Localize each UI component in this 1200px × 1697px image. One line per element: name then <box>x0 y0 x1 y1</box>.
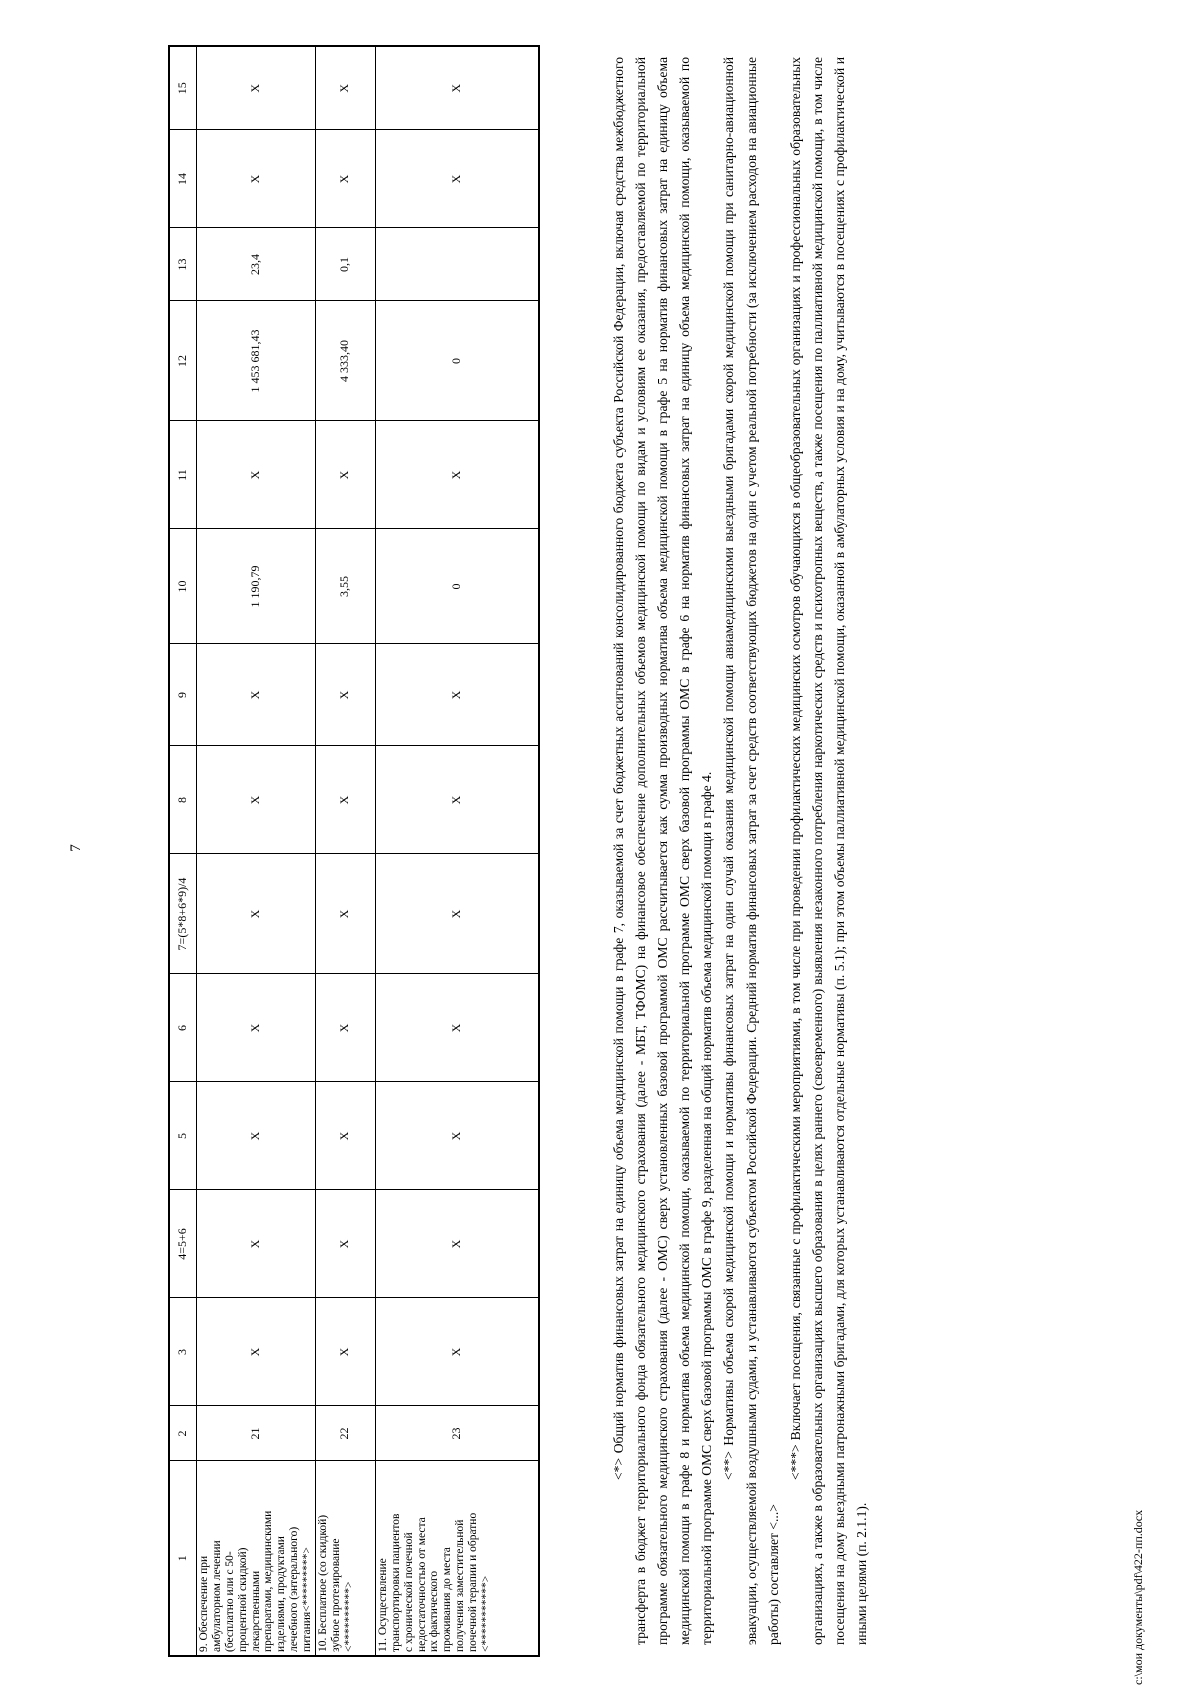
name-line: 10. Бесплатное (со скидкой) <box>316 1514 329 1652</box>
name-line: их фактического <box>428 1570 441 1652</box>
table-cell: 0 <box>375 529 539 644</box>
header-cell: 9 <box>169 644 197 746</box>
header-cell: 14 <box>169 130 197 228</box>
table-cell: 0 <box>375 301 539 421</box>
table-cell: 1 190,79 <box>197 529 316 644</box>
data-table <box>168 45 540 1657</box>
table-cell: X <box>375 421 539 529</box>
footnote-2: <**> Нормативы объема скорой медицинской помощи и нормативы финансовых затрат на один случай оказания медицинской помощи авиамедицинскими выездными бригадами скорой медицинской помощи при санитарно-авиационной эвакуации, осуществляемой воздушными судами, и устанавливаются субъектом Российской Федерации. Средний норматив финансовых затрат за счет средств соответствующих бюджетов на один с учетом реальной потребности (за исключением расходов на авиационные работы) составляет <...> <box>721 57 781 1645</box>
row-name-cell <box>315 1461 375 1656</box>
name-line: препаратами, медицинскими <box>262 1510 275 1652</box>
name-line: транспортировки пациентов <box>389 1513 402 1652</box>
header-cell: 6 <box>169 974 197 1082</box>
table-cell: X <box>375 644 539 746</box>
table-cell: X <box>315 644 375 746</box>
table-cell: X <box>315 1082 375 1190</box>
name-line: процентной скидкой) <box>236 1547 249 1652</box>
name-line: с хронической почечной <box>402 1532 415 1652</box>
table-cell: X <box>375 974 539 1082</box>
name-line: питания<*********> <box>301 1547 313 1652</box>
table-cell: 1 453 681,43 <box>197 301 316 421</box>
header-cell: 3 <box>169 1298 197 1406</box>
table-cell <box>375 228 539 301</box>
table-cell: X <box>375 1082 539 1190</box>
name-line: (бесплатно или с 50- <box>223 1551 236 1652</box>
table-row <box>315 46 375 1656</box>
table-cell: X <box>315 974 375 1082</box>
rotated-content <box>168 45 1038 1657</box>
name-line: <***********> <box>479 1575 492 1652</box>
table-row <box>375 46 539 1656</box>
table-cell: X <box>197 1082 316 1190</box>
table-header-row <box>169 46 197 1656</box>
row-name-cell <box>197 1461 316 1656</box>
name-line: зубное протезирование <box>329 1538 342 1652</box>
table-cell: 22 <box>315 1406 375 1461</box>
table-cell: X <box>375 46 539 130</box>
header-cell: 8 <box>169 746 197 854</box>
header-cell: 7=(5*8+6*9)/4 <box>169 854 197 974</box>
table-cell: X <box>375 1190 539 1298</box>
footnotes <box>608 57 873 1645</box>
table-cell: X <box>375 854 539 974</box>
file-path-footer: c:\мои документы\pdf\422-пп.docx <box>1131 1509 1145 1685</box>
table-cell: X <box>197 130 316 228</box>
footnote-3: <***> Включает посещения, связанные с профилактическими мероприятиями, в том числе при проведении профилактических медицинских осмотров обучающихся в общеобразовательных организациях и профессиональных образовательных организациях, а также в образовательных организациях высшего образования в целях раннего (своевременного) выявления незаконного потребления наркотических средств и психотропных веществ, а также посещения по паллиативной медицинской помощи, в том числе посещения на дому выездными патронажными бригадами, для которых устанавливаются отдельные нормативы (п. 5.1); при этом объемы паллиативной медицинской помощи, оказанной в амбулаторных условия и на дому, учитываются в посещениях с профилактической и иными целями (п. 2.1.1). <box>787 57 870 1645</box>
header-cell: 1 <box>169 1461 197 1656</box>
table-cell: X <box>197 46 316 130</box>
table-cell: X <box>375 130 539 228</box>
table-cell: X <box>197 421 316 529</box>
table-cell: X <box>315 746 375 854</box>
table-cell: X <box>315 854 375 974</box>
table-cell: X <box>315 1298 375 1406</box>
table-cell: X <box>375 1298 539 1406</box>
table-cell: X <box>197 854 316 974</box>
name-line: 11. Осуществление <box>376 1558 389 1652</box>
header-cell: 11 <box>169 421 197 529</box>
header-cell: 5 <box>169 1082 197 1190</box>
table-cell: 4 333,40 <box>315 301 375 421</box>
table-cell: X <box>197 1190 316 1298</box>
header-cell: 12 <box>169 301 197 421</box>
footnote-1: <*> Общий норматив финансовых затрат на единицу объема медицинской помощи в графе 7, оказываемой за счет бюджетных ассигнований консолидированного бюджета субъекта Российской Федерации, включая средства межбюджетного трансферта в бюджет территориального фонда обязательного медицинского страхования (далее - МБТ, ТФОМС) на финансовое обеспечение дополнительных объемов медицинской помощи по видам и условиям ее оказания, предоставляемой по территориальной программе обязательного медицинского страхования (далее - ОМС) сверх установленных базовой программой ОМС рассчитывается как сумма производных норматива объема медицинской помощи в графе 5 на норматив финансовых затрат на единицу объема медицинской помощи в графе 8 и норматива объема медицинской помощи, оказываемой по территориальной программе ОМС сверх базовой программы ОМС в графе 6 на норматив финансовых затрат на единицу объема медицинской помощи, оказываемой по территориальной программе ОМС сверх базовой программы ОМС в графе 9, разделенная на общий норматив объема медицинской помощи в графе 4. <box>611 57 715 1645</box>
table-cell: X <box>197 746 316 854</box>
name-line: 9. Обеспечение при <box>198 1555 210 1652</box>
name-line: лечебного (энтерального) <box>288 1526 301 1652</box>
table-cell: X <box>375 746 539 854</box>
table-cell: X <box>315 1190 375 1298</box>
table-cell: X <box>197 1298 316 1406</box>
name-line: недостаточностью от места <box>415 1517 428 1652</box>
table-cell: 23 <box>375 1406 539 1461</box>
table-cell: 21 <box>197 1406 316 1461</box>
name-line: амбулаторном лечении <box>210 1540 223 1652</box>
table-cell: 0,1 <box>315 228 375 301</box>
table-cell: X <box>315 421 375 529</box>
header-cell: 15 <box>169 46 197 130</box>
name-line: проживания до места <box>441 1547 454 1652</box>
row-name-cell <box>375 1461 539 1656</box>
name-line: получения заместительной <box>454 1519 467 1652</box>
header-cell: 10 <box>169 529 197 644</box>
table-cell: X <box>315 130 375 228</box>
table-cell: 3,55 <box>315 529 375 644</box>
table-cell: 23,4 <box>197 228 316 301</box>
header-cell: 13 <box>169 228 197 301</box>
name-line: <**********> <box>342 1581 355 1652</box>
page-number: 7 <box>68 844 84 852</box>
name-line: лекарственными <box>249 1570 262 1652</box>
header-cell: 4=5+6 <box>169 1190 197 1298</box>
name-line: почечной терапии и обратно <box>467 1512 479 1652</box>
table-cell: X <box>197 644 316 746</box>
table-row <box>197 46 316 1656</box>
header-cell: 2 <box>169 1406 197 1461</box>
table-cell: X <box>315 46 375 130</box>
table-cell: X <box>197 974 316 1082</box>
name-line: изделиями, продуктами <box>275 1536 288 1652</box>
